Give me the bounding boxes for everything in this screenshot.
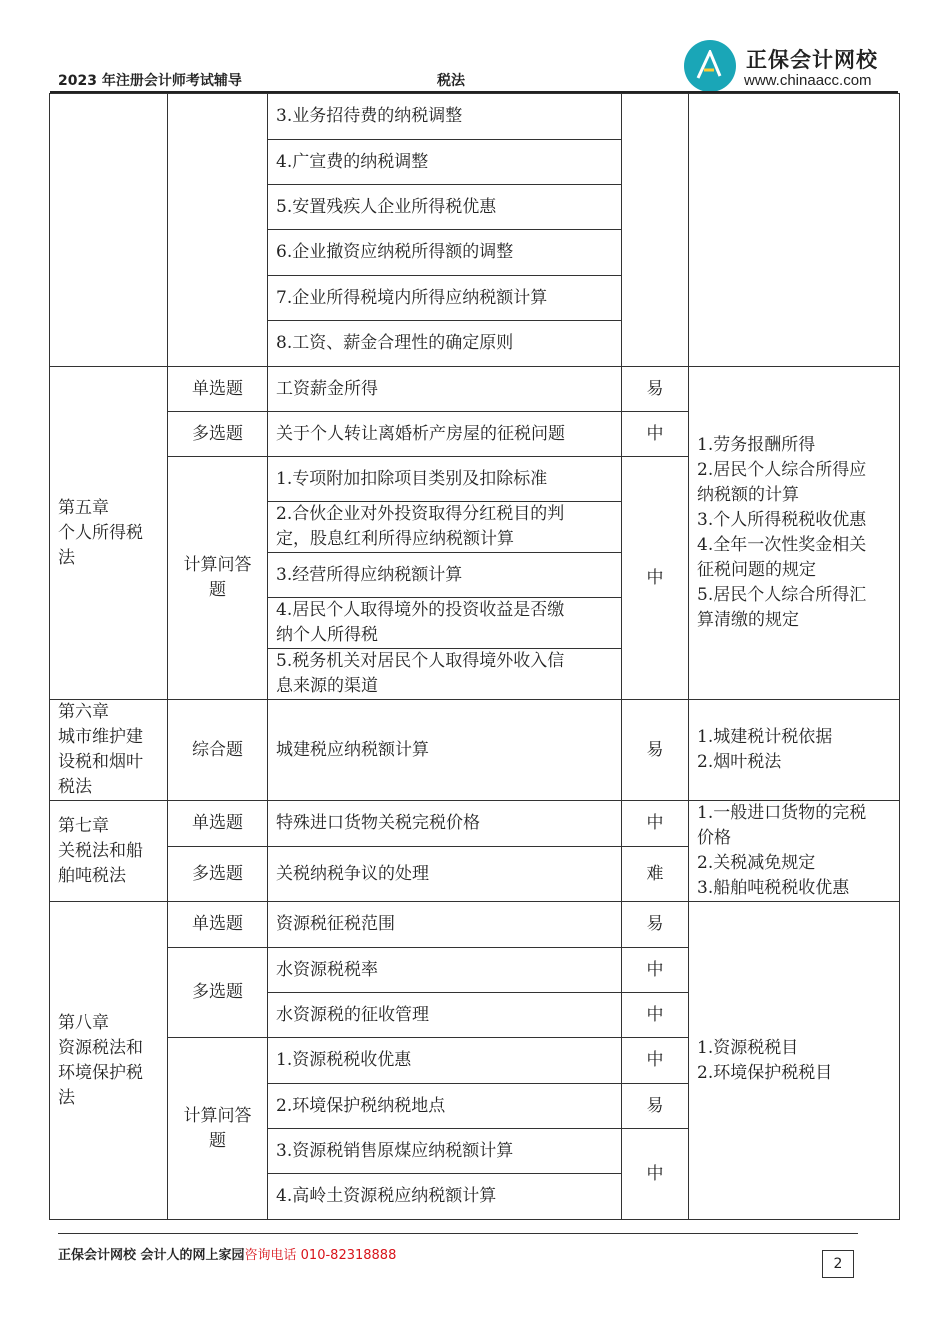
chapter-line: 设税和烟叶 [58, 752, 143, 772]
point-line: 2.烟叶税法 [697, 752, 782, 772]
logo-name: 正保会计网校 [746, 48, 878, 72]
points-cell [689, 801, 900, 902]
logo-icon [684, 40, 736, 92]
chapter-line: 城市维护建 [58, 727, 143, 747]
points-cell [689, 367, 900, 700]
topic-cell [268, 649, 622, 700]
point-line: 4.全年一次性奖金相关 [697, 535, 867, 555]
table-row [50, 94, 900, 140]
table-row [50, 367, 900, 412]
topic-cell: 特殊进口货物关税完税价格 [268, 801, 622, 847]
topic-cell: 城建税应纳税额计算 [268, 700, 622, 801]
level-cell: 易 [622, 367, 689, 412]
type-cell [168, 457, 268, 700]
chapter-line: 环境保护税 [58, 1062, 143, 1083]
table-row [50, 902, 900, 948]
chapter-line: 舶吨税法 [58, 865, 126, 886]
topic-cell: 4.高岭土资源税应纳税额计算 [268, 1174, 622, 1220]
topic-cell: 关税纳税争议的处理 [268, 847, 622, 902]
chapter-line: 法 [58, 1087, 75, 1108]
type-cell [168, 1038, 268, 1220]
type-line: 题 [209, 1130, 226, 1151]
type-line: 计算问答 [183, 1105, 252, 1126]
chapter-line: 法 [58, 547, 75, 568]
chapter-cell [50, 902, 168, 1220]
point-line: 3.船舶吨税税收优惠 [697, 878, 850, 898]
level-cell: 中 [622, 993, 689, 1038]
level-cell: 中 [622, 1129, 689, 1220]
level-cell [622, 94, 689, 367]
level-cell: 难 [622, 847, 689, 902]
topic-line: 2.合伙企业对外投资取得分红税目的判 [276, 504, 565, 524]
topic-line: 息来源的渠道 [276, 676, 378, 696]
topic-cell [268, 502, 622, 553]
topic-cell: 水资源税税率 [268, 948, 622, 993]
points-cell [689, 94, 900, 367]
chapter-line: 资源税法和 [58, 1037, 143, 1058]
point-line: 2.环境保护税税目 [697, 1062, 833, 1083]
point-line: 3.个人所得税税收优惠 [697, 510, 867, 530]
points-cell [689, 902, 900, 1220]
chapter-cell [50, 94, 168, 367]
type-cell: 多选题 [168, 847, 268, 902]
topic-cell: 3.资源税销售原煤应纳税额计算 [268, 1129, 622, 1174]
topic-cell: 6.企业撤资应纳税所得额的调整 [268, 230, 622, 276]
point-line: 2.居民个人综合所得应 [697, 460, 867, 480]
type-cell: 综合题 [168, 700, 268, 801]
chapter-line: 第五章 [58, 497, 109, 518]
topic-cell: 资源税征税范围 [268, 902, 622, 948]
topic-line: 4.居民个人取得境外的投资收益是否缴 [276, 600, 565, 620]
chapter-cell [50, 367, 168, 700]
point-line: 5.居民个人综合所得汇 [697, 585, 867, 605]
point-line: 1.劳务报酬所得 [697, 435, 816, 455]
type-cell: 单选题 [168, 801, 268, 847]
type-line: 计算问答 [183, 555, 252, 575]
topic-line: 定，股息红利所得应纳税额计算 [276, 529, 514, 549]
type-line: 题 [209, 580, 226, 600]
level-cell: 易 [622, 1084, 689, 1129]
logo-url: www.chinaacc.com [744, 72, 872, 89]
topic-cell: 关于个人转让离婚析产房屋的征税问题 [268, 412, 622, 457]
type-cell: 单选题 [168, 367, 268, 412]
topic-line: 纳个人所得税 [276, 625, 378, 645]
topic-cell [268, 598, 622, 649]
chapter-cell [50, 700, 168, 801]
point-line: 算清缴的规定 [697, 610, 799, 630]
topic-cell: 水资源税的征收管理 [268, 993, 622, 1038]
points-cell [689, 700, 900, 801]
table-row [50, 700, 900, 801]
chapter-line: 税法 [58, 777, 92, 797]
footer [58, 1244, 396, 1263]
level-cell: 中 [622, 1038, 689, 1084]
point-line: 1.城建税计税依据 [697, 727, 833, 747]
topic-cell: 1.资源税税收优惠 [268, 1038, 622, 1084]
type-cell: 多选题 [168, 948, 268, 1038]
level-cell: 中 [622, 457, 689, 700]
point-line: 1.资源税税目 [697, 1037, 799, 1058]
chapter-line: 个人所得税 [58, 522, 143, 543]
chapter-line: 关税法和船 [58, 840, 143, 861]
chapter-line: 第八章 [58, 1012, 109, 1033]
level-cell: 易 [622, 902, 689, 948]
topic-cell: 8.工资、薪金合理性的确定原则 [268, 321, 622, 367]
footer-text: 正保会计网校 会计人的网上家园 [58, 1248, 245, 1263]
topic-cell [268, 457, 622, 502]
topic-cell: 4.广宣费的纳税调整 [268, 140, 622, 185]
topic-line: 1.专项附加扣除项目类别及扣除标准 [276, 468, 548, 489]
point-line: 纳税额的计算 [697, 485, 799, 505]
level-cell: 易 [622, 700, 689, 801]
topic-cell: 5.安置残疾人企业所得税优惠 [268, 185, 622, 230]
footer-divider [58, 1233, 858, 1234]
topic-cell: 2.环境保护税纳税地点 [268, 1084, 622, 1129]
point-line: 征税问题的规定 [697, 560, 816, 580]
topic-cell [268, 553, 622, 598]
chapter-line: 第七章 [58, 815, 109, 836]
level-cell: 中 [622, 801, 689, 847]
topic-cell: 3.业务招待费的纳税调整 [268, 94, 622, 140]
level-cell: 中 [622, 412, 689, 457]
chapter-line: 第六章 [58, 702, 109, 722]
syllabus-table [49, 93, 900, 1220]
type-cell [168, 94, 268, 367]
topic-line: 5.税务机关对居民个人取得境外收入信 [276, 651, 565, 671]
type-cell: 单选题 [168, 902, 268, 948]
point-line: 2.关税减免规定 [697, 853, 816, 873]
point-line: 1.一般进口货物的完税 [697, 803, 867, 823]
logo[interactable] [684, 40, 899, 94]
type-cell: 多选题 [168, 412, 268, 457]
topic-cell: 7.企业所得税境内所得应纳税额计算 [268, 276, 622, 321]
header-doc-title: 2023 年注册会计师考试辅导 [58, 73, 242, 89]
page-number: 2 [822, 1250, 854, 1278]
point-line: 价格 [697, 828, 731, 848]
topic-cell: 工资薪金所得 [268, 367, 622, 412]
footer-phone[interactable]: 咨询电话 010-82318888 [244, 1248, 397, 1263]
table-row [50, 801, 900, 847]
chapter-cell [50, 801, 168, 902]
level-cell: 中 [622, 948, 689, 993]
header-subject: 税法 [437, 73, 465, 89]
topic-line: 3.经营所得应纳税额计算 [276, 564, 463, 585]
